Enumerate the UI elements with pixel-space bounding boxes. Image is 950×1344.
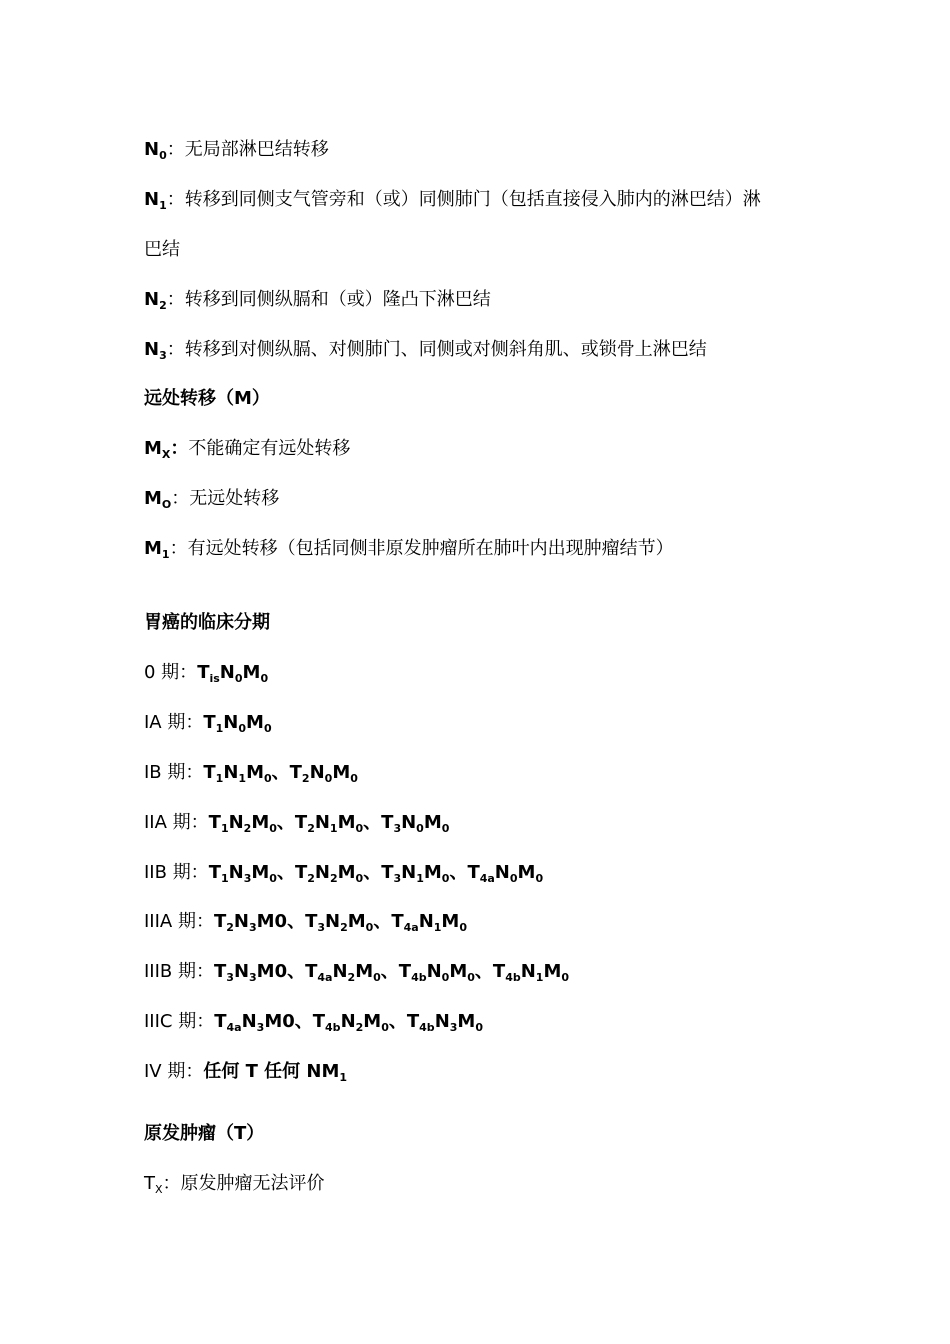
stage-iiia-line <box>144 910 824 934</box>
stage-iia-line <box>144 811 824 835</box>
stage-0-prefix: 0 期： <box>144 662 198 683</box>
stage-ia-line <box>144 711 824 735</box>
n1-line <box>144 188 824 212</box>
tx-label: T <box>144 1173 155 1194</box>
tx-sub: X <box>155 1183 163 1196</box>
stage-ib-prefix: IB 期： <box>144 762 204 783</box>
stage-iiic-line <box>144 1010 824 1034</box>
n2-text: ：转移到同侧纵膈和（或）隆凸下淋巴结 <box>166 289 491 310</box>
n3-text: ：转移到对侧纵膈、对侧肺门、同侧或对侧斜角肌、或锁骨上淋巴结 <box>166 339 707 360</box>
n0-sub: 0 <box>159 149 167 162</box>
n0-label: N <box>144 139 160 160</box>
stage-iib-formula: $T_1N_3M_0$、$T_2N_2M_0$、$T_3N_1M_0$、$T_{4a}N_0M_0$ <box>208 862 544 885</box>
stage-ib-formula: $T_1N_1M_0$、$T_2N_0M_0$ <box>203 762 358 785</box>
stage-iv-line <box>144 1060 824 1084</box>
m1-label: M <box>144 538 162 559</box>
tx-line <box>144 1172 824 1196</box>
mx-line <box>144 437 824 461</box>
stage-ib-line <box>144 761 824 785</box>
m1-sub: 1 <box>161 548 170 561</box>
n1-text: ：转移到同侧支气管旁和（或）同侧肺门（包括直接侵入肺内的淋巴结）淋 <box>166 189 761 210</box>
stage-0-formula: $T_{is}N_0M_0$ <box>197 662 269 685</box>
n2-label: N <box>144 289 160 310</box>
stage-iiib-prefix: IIIB 期： <box>144 961 214 982</box>
tx-text: ：原发肿瘤无法评价 <box>162 1173 325 1194</box>
stage-0-line <box>144 661 824 685</box>
mx-sub: X <box>161 448 171 461</box>
n1-line-continued: 巴结 <box>144 239 180 260</box>
stage-iiia-prefix: IIIA 期： <box>144 911 214 932</box>
m1-line <box>144 537 824 561</box>
n3-label: N <box>144 339 160 360</box>
m0-line <box>144 487 824 511</box>
m0-sub: O <box>161 498 172 511</box>
stage-ia-formula: $T_1N_0M_0$ <box>203 712 272 735</box>
stage-iib-prefix: IIB 期： <box>144 862 209 883</box>
distant-metastasis-heading: 远处转移（M） <box>144 388 270 409</box>
stage-iia-prefix: IIA 期： <box>144 812 209 833</box>
stage-iv-prefix: IV 期： <box>144 1061 204 1082</box>
stage-iiib-formula: $T_3N_3M0$、$T_{4a}N_2M_0$、$T_{4b}N_0M_0$、$T_{4b}N_1M_0$ <box>214 961 570 984</box>
m1-text: ：有远处转移（包括同侧非原发肿瘤所在肺叶内出现肿瘤结节） <box>169 538 674 559</box>
stage-iia-formula: $T_1N_2M_0$、$T_2N_1M_0$、$T_3N_0M_0$ <box>208 812 450 835</box>
primary-tumor-heading: 原发肿瘤（T） <box>144 1123 265 1144</box>
n2-line <box>144 288 824 312</box>
stage-iiia-formula: $T_2N_3M0$、$T_3N_2M_0$、$T_{4a}N_1M_0$ <box>213 911 467 934</box>
staging-heading: 胃癌的临床分期 <box>144 612 270 633</box>
mx-text: 不能确定有远处转移 <box>188 438 351 459</box>
n3-line <box>144 338 824 362</box>
stage-iib-line <box>144 861 824 885</box>
n0-text: ：无局部淋巴结转移 <box>166 139 329 160</box>
n1-sub: 1 <box>159 199 167 212</box>
stage-iiic-formula: $T_{4a}N_3M0$、$T_{4b}N_2M_0$、$T_{4b}N_3M_0$ <box>214 1011 483 1034</box>
n3-sub: 3 <box>159 349 167 362</box>
stage-iiic-prefix: IIIC 期： <box>144 1011 215 1032</box>
stage-ia-prefix: IA 期： <box>144 712 204 733</box>
stage-iiib-line <box>144 960 824 984</box>
m0-text: ：无远处转移 <box>171 488 280 509</box>
mx-sep: ： <box>170 438 189 459</box>
n1-label: N <box>144 189 160 210</box>
stage-iv-formula: 任何 T 任何 $NM_1$ <box>203 1061 348 1084</box>
n2-sub: 2 <box>159 299 167 312</box>
n0-line <box>144 138 824 162</box>
m0-label: M <box>144 488 162 509</box>
mx-label: M <box>144 438 162 459</box>
